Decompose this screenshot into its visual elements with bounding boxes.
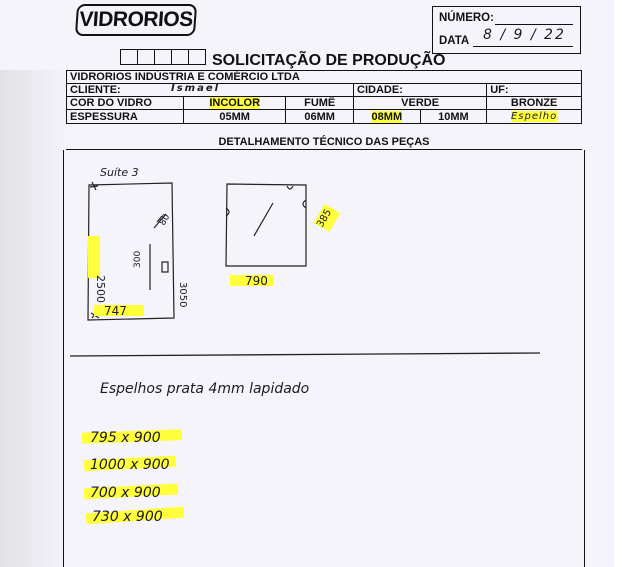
sketch1-width: 747: [104, 304, 127, 318]
color-label: COR DO VIDRO: [67, 97, 184, 110]
city-label: CIDADE:: [357, 84, 403, 96]
color-option-verde: VERDE: [354, 97, 487, 110]
client-value: Ismael: [171, 83, 221, 94]
company-logo: VIDRORIOS: [75, 4, 197, 36]
note-item-3: 700 x 900: [90, 485, 161, 501]
sketch-2: [226, 184, 306, 266]
numero-label: NÚMERO:: [439, 12, 494, 24]
sketch1-small-dim: 80: [157, 212, 173, 228]
sketch2-outline: [226, 184, 306, 266]
note-item-4: 730 x 900: [92, 509, 163, 525]
sketch1-handle: [162, 262, 168, 272]
company-name: VIDRORIOS INDÚSTRIA E COMÉRCIO LTDA: [67, 71, 582, 84]
sketch1-inner-dim: 300: [133, 250, 143, 268]
sketch1-height: 2500: [94, 275, 107, 303]
notes-heading: Espelhos prata 4mm lapidado: [100, 381, 310, 397]
thickness-option-08: 08MM: [371, 110, 403, 123]
thickness-option-10: 10MM: [420, 110, 487, 124]
section-title: DETALHAMENTO TÉCNICO DAS PEÇAS: [218, 136, 430, 148]
data-value: 8 / 9 / 22: [483, 27, 566, 43]
sketch2-hinge-top: [287, 186, 293, 189]
sketch2-diagonal: [254, 203, 273, 236]
sketch2-width: 790: [245, 274, 268, 288]
note-item-1: 795 x 900: [90, 430, 161, 446]
sketch1-side-dim: 3050: [177, 282, 188, 308]
sketch1-label: Suíte 3: [100, 166, 139, 179]
thickness-label: ESPESSURA: [67, 110, 184, 124]
data-label: DATA: [439, 35, 470, 47]
note-item-2: 1000 x 900: [90, 457, 170, 473]
sketch1-height-highlight: [88, 236, 100, 278]
thickness-option-05: 05MM: [184, 110, 286, 124]
uf-label: UF:: [490, 84, 509, 96]
sketch1-arrow: [90, 182, 98, 190]
form-title: SOLICITAÇÃO DE PRODUÇÃO: [212, 52, 446, 69]
sketch2-height: 385: [315, 207, 335, 230]
thickness-extra-espelho: Espelho: [510, 111, 558, 122]
client-label: CLIENTE:: [70, 84, 121, 96]
notes-separator: [70, 353, 540, 356]
color-option-incolor: INCOLOR: [209, 97, 261, 109]
color-option-bronze: BRONZE: [487, 97, 582, 110]
color-option-fume: FUMÊ: [286, 97, 354, 110]
thickness-option-06: 06MM: [286, 110, 354, 124]
